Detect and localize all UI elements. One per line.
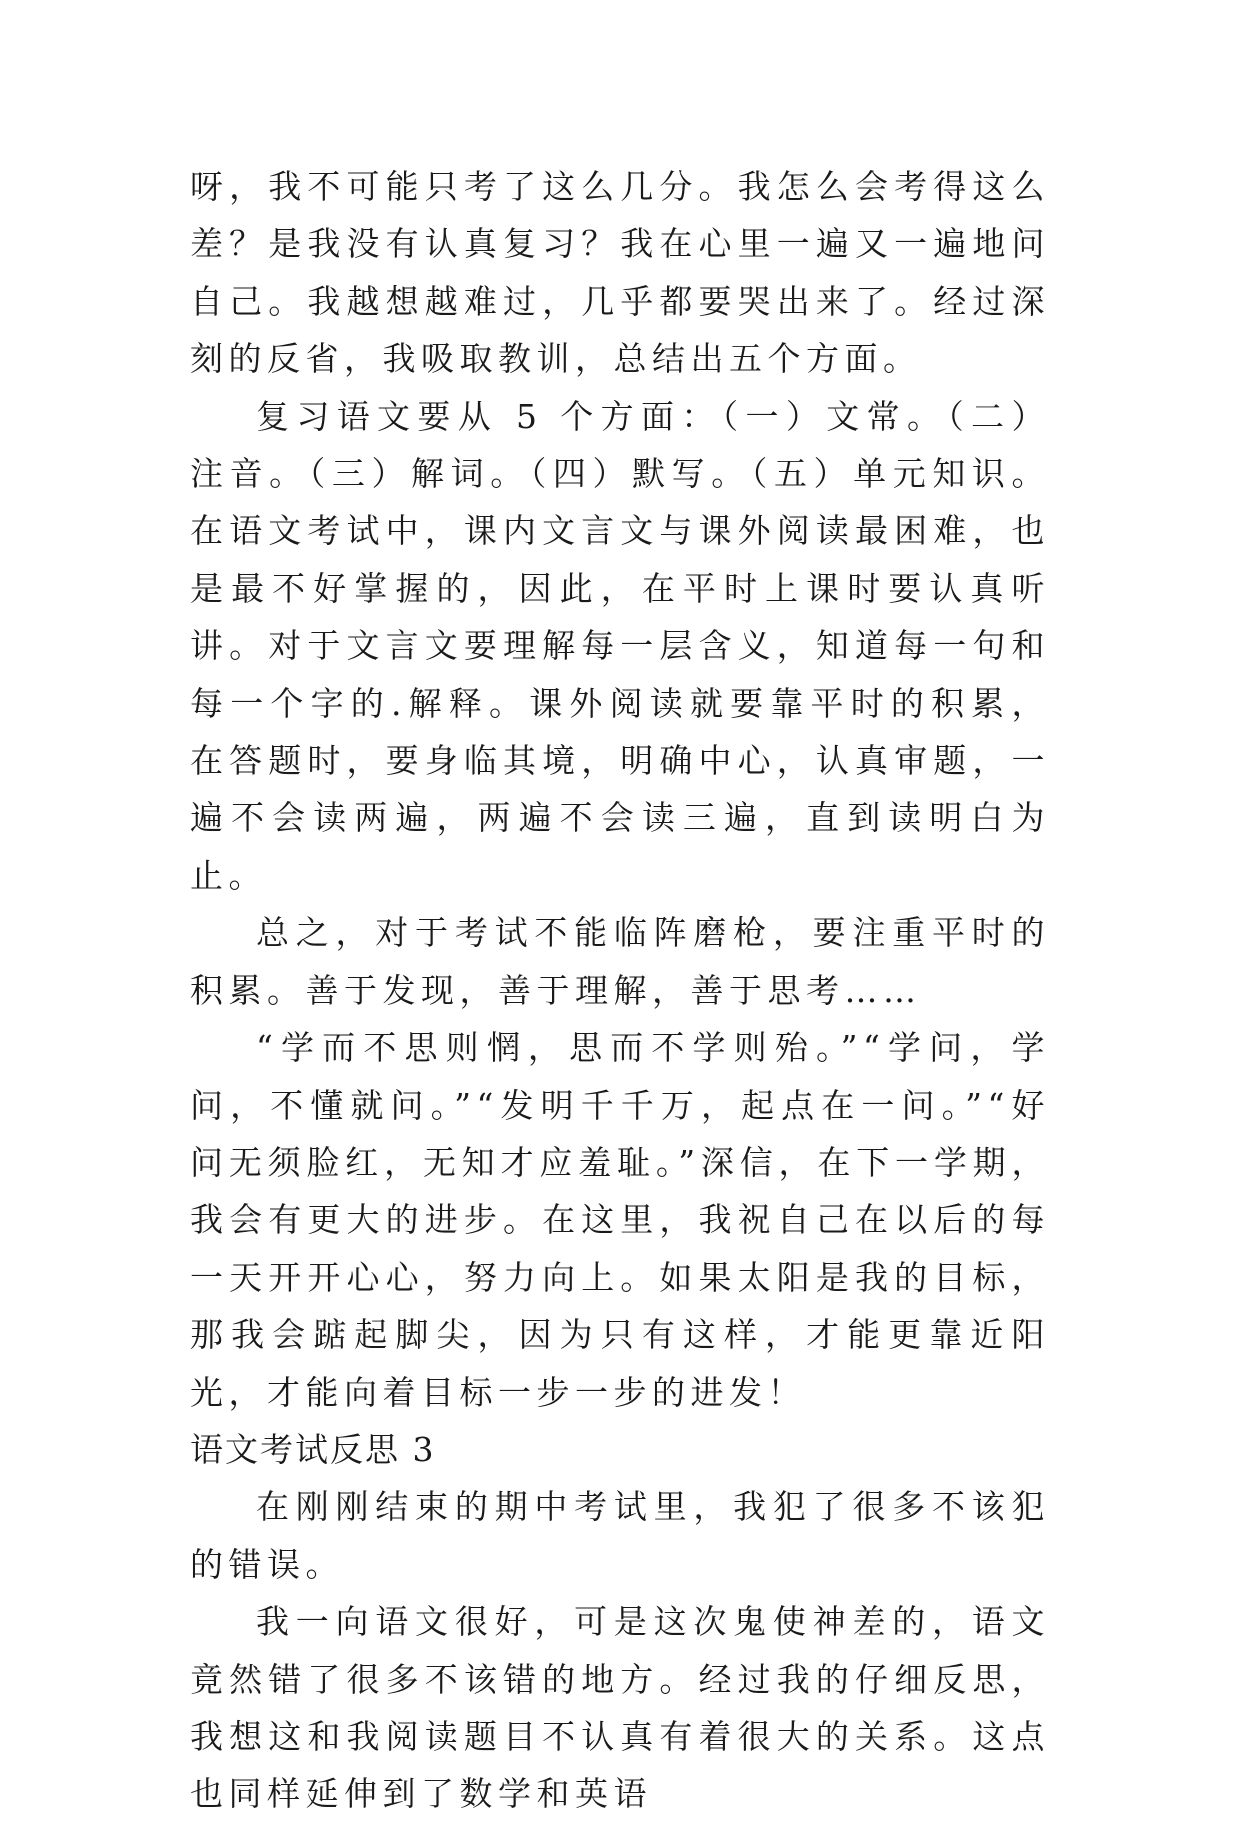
paragraph: 在刚刚结束的期中考试里，我犯了很多不该犯的错误。 — [190, 1487, 1050, 1584]
document-body — [190, 158, 1050, 1823]
section-title: 语文考试反思 3 — [190, 1429, 436, 1469]
paragraph: 复习语文要从 5 个方面：（一）文常。（二）注音。（三）解词。（四）默写。（五）单元知识。在语文考试中，课内文言文与课外阅读最困难，也是最不好掌握的，因此，在平时上课时要认真听讲。对于文言文要理解每一层含义，知道每一句和每一个字的.解释。课外阅读就要靠平时的积累，在答题时，要身临其境，明确中心，认真审题，一遍不会读两遍，两遍不会读三遍，直到读明白为止。 — [190, 396, 1050, 895]
paragraph: “学而不思则惘，思而不学则殆。”“学问，学问，不懂就问。”“发明千千万，起点在一问。”“好问无须脸红，无知才应羞耻。”深信，在下一学期，我会有更大的进步。在这里，我祝自己在以后的每一天开开心心，努力向上。如果太阳是我的目标，那我会踮起脚尖，因为只有这样，才能更靠近阳光，才能向着目标一步一步的进发！ — [190, 1028, 1050, 1412]
paragraph: 我一向语文很好，可是这次鬼使神差的，语文竟然错了很多不该错的地方。经过我的仔细反思，我想这和我阅读题目不认真有着很大的关系。这点也同样延伸到了数学和英语 — [190, 1602, 1050, 1814]
paragraph: 总之，对于考试不能临阵磨枪，要注重平时的积累。善于发现，善于理解，善于思考…… — [190, 913, 1050, 1010]
paragraph: 呀，我不可能只考了这么几分。我怎么会考得这么差？是我没有认真复习？我在心里一遍又一遍地问自己。我越想越难过，几乎都要哭出来了。经过深刻的反省，我吸取教训，总结出五个方面。 — [190, 167, 1050, 379]
